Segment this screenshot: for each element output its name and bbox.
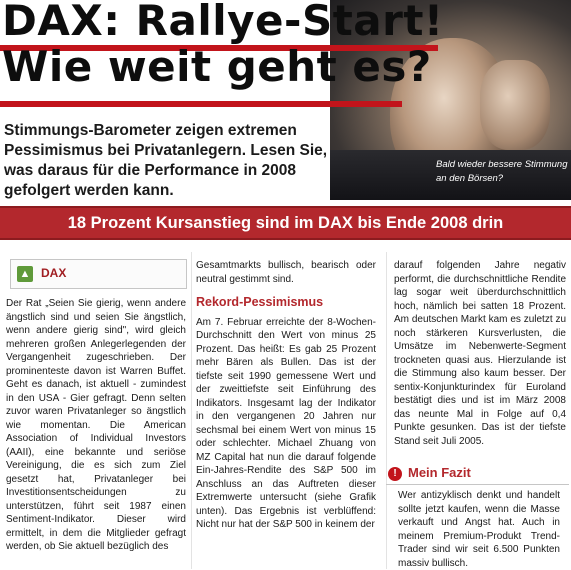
column-3 — [394, 259, 566, 448]
column-3-text: darauf folgenden Jahre negativ performt, die durchschnittliche Rendite lag sogar weit überdurchschnittlich hoch, nämlich bei satten 18 Prozent. Am deutschen Markt kam es zuletzt zu noch stärkeren Kursverlusten, die Umsätze im Nebenwerte-Segment trockneten quasi aus. Hierzulande ist die Stimmung also kaum besser. Der sentix-Konjunkturindex für Euroland bestätigt dies und ist im März 2008 das neunte Mal in Folge auf 0,4 Punkte gesunken. Das ist der tiefste Stand seit Juli 2005. — [394, 260, 566, 447]
fazit-divider — [386, 484, 569, 485]
headline-line-1: DAX: Rallye-Start! — [2, 0, 444, 45]
photo-hand — [480, 60, 550, 150]
article-subline: Stimmungs-Barometer zeigen extremen Pessimismus bei Privatanlegern. Lesen Sie, was daraus für die Performance in 2008 gefolgert werden kann. — [4, 122, 328, 199]
column-2 — [196, 259, 376, 532]
fazit-text: Wer antizyklisch denkt und handelt sollte jetzt kaufen, wenn die Masse verkauft und Angst hat. Auch in meinem Premium-Produkt Trend-Trader sind wir seit 6.500 Punkten massiv bullisch. — [398, 490, 560, 569]
column-divider-1 — [191, 252, 192, 569]
exclamation-icon: ! — [388, 467, 402, 481]
section-banner: 18 Prozent Kursanstieg sind im DAX bis Ende 2008 drin — [0, 206, 571, 240]
column-divider-2 — [386, 252, 387, 569]
dax-box-label: DAX — [41, 266, 67, 280]
article-header — [0, 0, 571, 200]
photo-caption: Bald wieder bessere Stimmung an den Börsen? — [436, 159, 568, 184]
headline-underline-2 — [0, 101, 402, 107]
section-title-rekord-pessimismus: Rekord-Pessimismus — [196, 295, 324, 309]
headline-line-2: Wie weit geht es? — [2, 42, 432, 91]
fazit-title: Mein Fazit — [408, 465, 471, 480]
dax-info-box[interactable] — [10, 259, 187, 289]
column-1 — [6, 297, 186, 554]
chart-icon: ▲ — [17, 266, 33, 282]
column-1-text: Der Rat „Seien Sie gierig, wenn andere ängstlich sind und seien Sie ängstlich, wenn andere gierig sind", wird gleich mehreren großen Anlegerlegenden der Vergangenheit zugeschrieben. Der prominenteste davon ist Warren Buffet. Geht es danach, ist aktuell - zumindest in den USA - Gier gefragt. Denn selten zuvor waren Privatanleger so ängstlich wie momentan. Die American Association of Individual Investors (AAII), eine bekannte und seriöse Vereinigung, die es sich zum Ziel gesetzt hat, Privatanleger bei Investitionsentscheidungen zu unterstützen, führt seit 1987 einen Sentiment-Indikator. Dieser wird ermittelt, in dem die Mitglieder gefragt werden, ob Sie aktuell bezüglich des — [6, 298, 186, 552]
column-2-text-bottom: Am 7. Februar erreichte der 8-Wochen-Durchschnitt den Wert von minus 25 Prozent. Das heißt: Es gab 25 Prozent mehr Bären als Bullen. Das ist der tiefste seit 1990 gemessene Wert und der zweittiefste seit Einführung des Indikators. Insgesamt lag der Indikator in den vergangenen 20 Jahren nur sechsmal bei einem Wert von minus 15 oder schlechter. Michael Zhuang von MZ Capital hat nun die darauf folgende Ein-Jahres-Rendite des S&P 500 im Anschluss an das Auftreten dieser Extremwerte untersucht (siehe Grafik unten). Das Ergebnis ist verblüffend: Nicht nur hat der S&P 500 in keinem der — [196, 316, 376, 530]
column-2-text-top: Gesamtmarkts bullisch, bearisch oder neutral gestimmt sind. — [196, 260, 376, 285]
